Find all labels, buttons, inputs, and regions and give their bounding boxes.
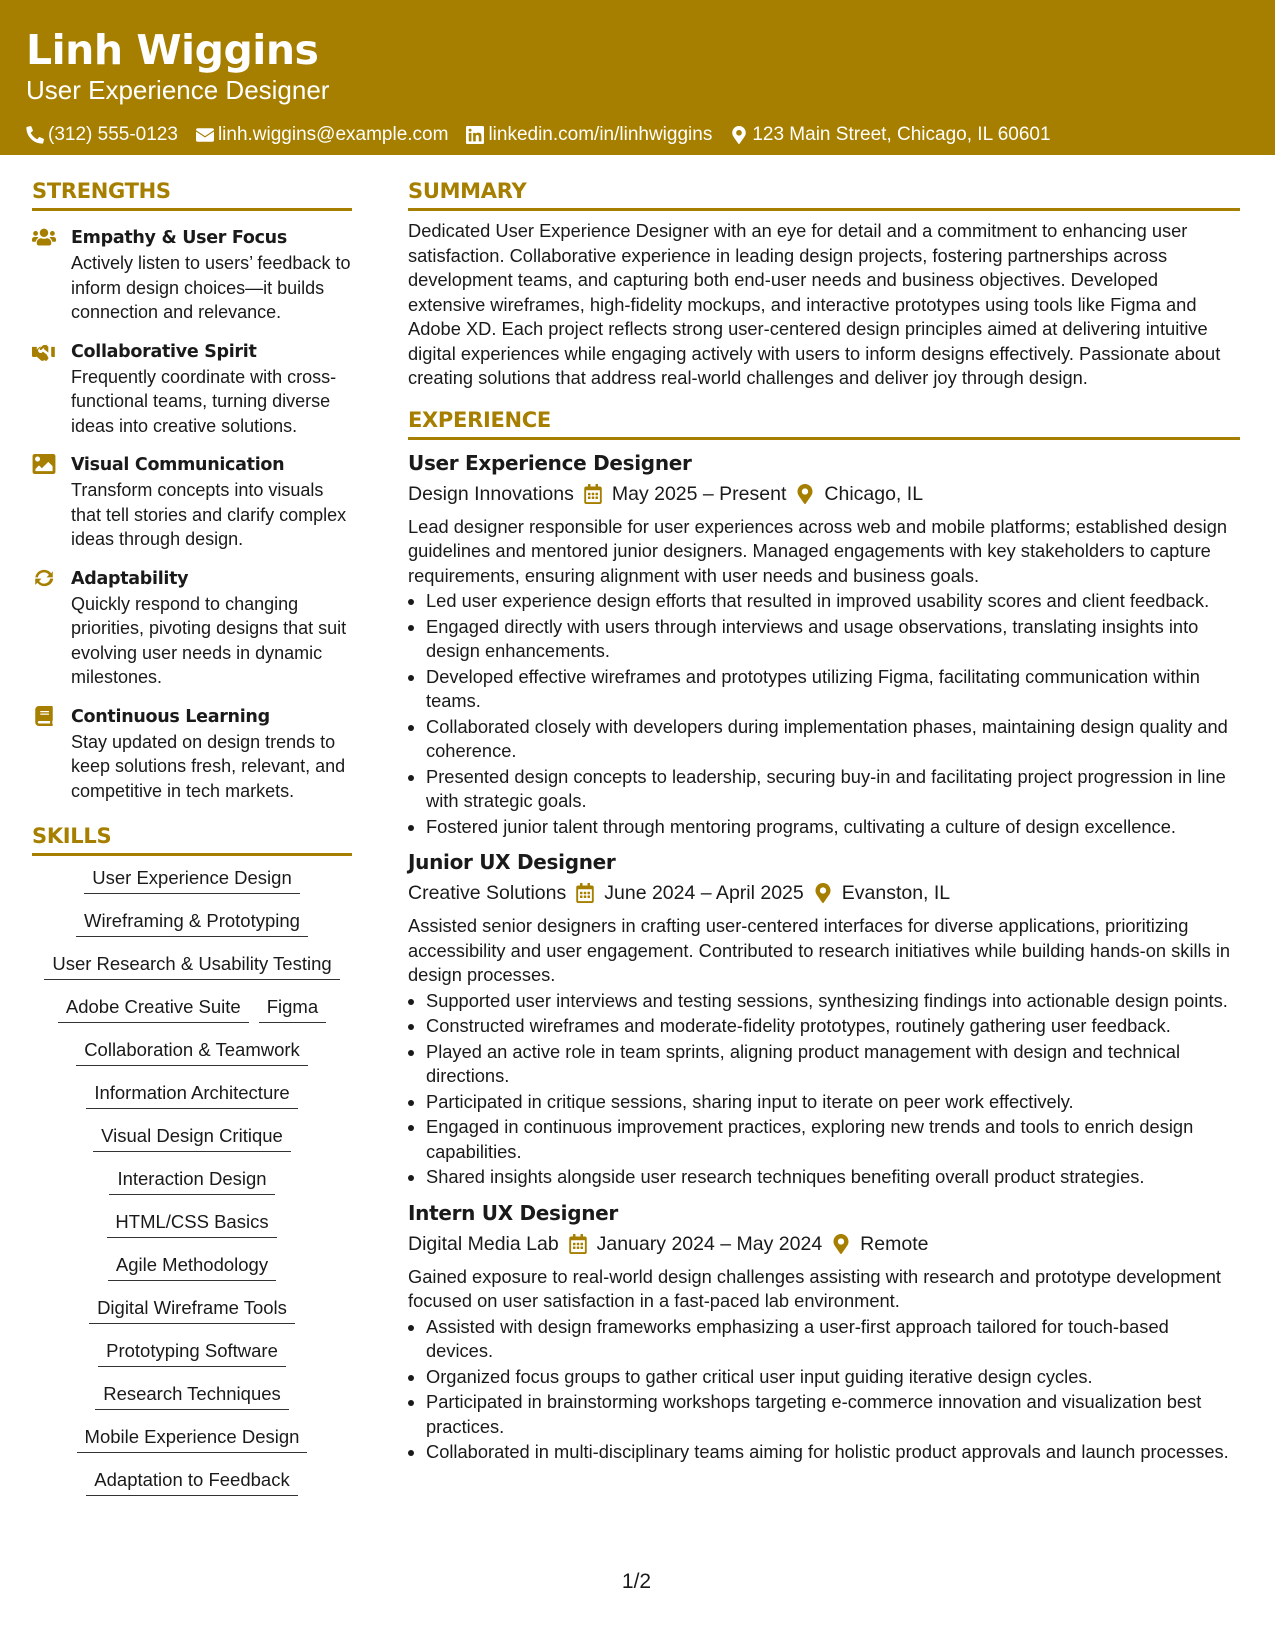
strength-desc: Stay updated on design trends to keep solutions fresh, relevant, and competitive in tech markets.: [71, 731, 346, 801]
strengths-list: [32, 225, 352, 803]
skill-row: [81, 1079, 302, 1109]
job-bullet: Played an active role in team sprints, aligning product management with design and technical directions.: [408, 1040, 1240, 1089]
skill-tag: Wireframing & Prototyping: [76, 907, 308, 937]
job-company: Creative Solutions: [408, 882, 567, 904]
contact-address: [730, 123, 1050, 147]
calendar-icon: [576, 883, 594, 903]
job-dates: January 2024 – May 2024: [596, 1232, 823, 1255]
contact-address-text: 123 Main Street, Chicago, IL 60601: [752, 124, 1051, 145]
job-title: User Experience Designer: [408, 450, 692, 475]
skill-row: [88, 1122, 296, 1152]
contact-linkedin-text: linkedin.com/in/linhwiggins: [488, 124, 713, 145]
skill-row: [79, 864, 304, 894]
experience-heading: EXPERIENCE: [408, 405, 1240, 440]
job-dates: June 2024 – April 2025: [604, 882, 804, 904]
job-bullet: Collaborated in multi-disciplinary teams aiming for holistic product approvals and launch processes.: [408, 1440, 1240, 1465]
job-meta: [408, 1229, 1240, 1259]
strengths-heading: STRENGTHS: [32, 176, 352, 211]
job-entry: [408, 1198, 1240, 1465]
image-icon: [32, 454, 56, 474]
map-pin-icon: [832, 1234, 850, 1254]
skill-tag: User Experience Design: [84, 864, 299, 894]
skill-tag: Interaction Design: [109, 1165, 274, 1195]
strength-item: [32, 704, 352, 804]
skills-list: [32, 864, 352, 1509]
skill-row: [39, 950, 344, 980]
handshake-icon: [32, 341, 56, 361]
job-dates-wrap: [576, 878, 804, 908]
contact-bar: [26, 123, 1249, 147]
map-pin-icon: [730, 126, 748, 144]
skill-tag: Adaptation to Feedback: [86, 1466, 297, 1496]
strength-title: Collaborative Spirit: [71, 341, 257, 362]
skill-row: [102, 1208, 281, 1238]
job-bullet: Fostered junior talent through mentoring programs, cultivating a culture of design excellence.: [408, 815, 1240, 840]
skill-row: [93, 1337, 291, 1367]
contact-phone-text: (312) 555-0123: [48, 124, 178, 145]
job-bullets: [408, 1315, 1240, 1465]
job-company: Design Innovations: [408, 482, 574, 505]
skill-row: [90, 1380, 294, 1410]
job-bullet: Developed effective wireframes and prototypes utilizing Figma, facilitating communication within teams.: [408, 665, 1240, 714]
envelope-icon: [196, 126, 214, 144]
page-number: 1/2: [621, 1570, 652, 1593]
skill-tag: User Research & Usability Testing: [44, 950, 339, 980]
candidate-role: User Experience Designer: [26, 75, 330, 105]
linkedin-icon: [466, 126, 484, 144]
book-icon: [32, 706, 56, 726]
summary-text: Dedicated User Experience Designer with an eye for detail and a commitment to enhancing user satisfaction. Collaborative experience in leading design projects, fostering partnerships across development teams, and capturing both end-user needs and business objectives. Developed extensive wireframes, high-fidelity mockups, and interactive prototypes using tools like Figma and Adobe XD. Each project reflects strong user-centered design principles aimed at delivering intuitive digital experiences while engaging actively with users to inform designs effectively. Passionate about creating solutions that address real-world challenges and deliver joy through design.: [408, 220, 1221, 388]
job-location-wrap: [796, 479, 923, 509]
candidate-name: Linh Wiggins: [26, 26, 319, 74]
calendar-icon: [569, 1234, 587, 1254]
skill-tag: Adobe Creative Suite: [58, 993, 249, 1023]
skill-row: [71, 1036, 313, 1066]
map-pin-icon: [814, 883, 832, 903]
skill-tag: Research Techniques: [95, 1380, 289, 1410]
job-bullet: Participated in brainstorming workshops targeting e-commerce innovation and visualization best practices.: [408, 1390, 1240, 1439]
job-bullets: [408, 989, 1240, 1190]
job-location: Evanston, IL: [841, 882, 951, 904]
job-title: Junior UX Designer: [408, 850, 616, 874]
job-bullet: Participated in critique sessions, sharing input to iterate on peer work effectively.: [408, 1090, 1240, 1115]
strength-item: [32, 225, 352, 325]
skill-row: [81, 1466, 302, 1496]
skill-tag: Mobile Experience Design: [77, 1423, 308, 1453]
calendar-icon: [584, 484, 602, 504]
job-dates-wrap: [569, 1229, 823, 1259]
job-entry: [408, 448, 1240, 840]
job-bullet: Led user experience design efforts that resulted in improved usability scores and client feedback.: [408, 589, 1240, 614]
strength-title: Adaptability: [71, 568, 189, 589]
map-pin-icon: [796, 484, 814, 504]
contact-email-text: linh.wiggins@example.com: [217, 124, 449, 145]
strength-title: Visual Communication: [71, 455, 285, 475]
strength-desc: Actively listen to users’ feedback to inform design choices—it builds connection and relevance.: [71, 253, 351, 322]
job-bullet: Collaborated closely with developers during implementation phases, maintaining design quality and coherence.: [408, 715, 1240, 764]
skill-tag: Visual Design Critique: [93, 1122, 291, 1152]
skills-heading: SKILLS: [32, 821, 352, 856]
job-dates: May 2025 – Present: [611, 482, 787, 505]
job-bullet: Constructed wireframes and moderate-fidelity prototypes, routinely gathering user feedback.: [408, 1014, 1240, 1039]
contact-phone[interactable]: [26, 123, 178, 147]
strength-item: [32, 566, 352, 690]
left-column: [32, 176, 352, 1509]
skill-row: [71, 907, 313, 937]
job-bullet: Presented design concepts to leadership, securing buy-in and facilitating project progression in line with strategic goals.: [408, 765, 1240, 814]
job-location: Chicago, IL: [824, 482, 924, 505]
summary-heading: SUMMARY: [408, 176, 1240, 211]
job-bullet: Assisted with design frameworks emphasizing a user-first approach tailored for touch-based devices.: [408, 1315, 1240, 1364]
right-column: [408, 176, 1240, 1466]
job-bullet: Supported user interviews and testing sessions, synthesizing findings into actionable design points.: [408, 989, 1240, 1014]
skill-row: [103, 1251, 281, 1281]
job-meta: [408, 479, 1240, 509]
skill-tag: HTML/CSS Basics: [107, 1208, 276, 1238]
job-location: Remote: [860, 1232, 929, 1255]
strength-desc: Transform concepts into visuals that tell stories and clarify complex ideas through design.: [71, 480, 347, 549]
skill-tag: Digital Wireframe Tools: [89, 1294, 295, 1324]
strength-title: Empathy & User Focus: [71, 228, 287, 248]
job-description: Lead designer responsible for user experiences across web and mobile platforms; established design guidelines and mentored junior designers. Managed engagements with key stakeholders to capture requirements, ensuring alignment with user needs and business goals.: [408, 515, 1228, 586]
job-meta: [408, 878, 1240, 908]
job-location-wrap: [814, 878, 950, 908]
job-location-wrap: [832, 1229, 928, 1259]
skill-row: [53, 993, 331, 1023]
skill-tag: Prototyping Software: [98, 1337, 286, 1367]
strength-title: Continuous Learning: [71, 706, 270, 727]
job-company: Digital Media Lab: [408, 1232, 559, 1255]
resume-header: [0, 0, 1275, 155]
job-bullet: Organized focus groups to gather critical user input guiding iterative design cycles.: [408, 1365, 1240, 1390]
job-bullet: Engaged in continuous improvement practices, exploring new trends and tools to enrich design capabilities.: [408, 1115, 1240, 1164]
sync-icon: [32, 568, 56, 588]
job-bullets: [408, 589, 1240, 839]
skill-row: [72, 1423, 313, 1453]
skill-row: [84, 1294, 300, 1324]
job-bullet: Shared insights alongside user research techniques benefiting overall product strategies.: [408, 1165, 1240, 1190]
contact-linkedin[interactable]: [466, 123, 712, 147]
strength-desc: Frequently coordinate with cross-functional teams, turning diverse ideas into creative solutions.: [71, 366, 337, 436]
phone-icon: [26, 126, 44, 144]
users-icon: [32, 227, 56, 247]
skill-tag: Collaboration & Teamwork: [76, 1036, 308, 1066]
job-description: Gained exposure to real-world design challenges assisting with research and prototype development focused on user satisfaction in a fast-paced lab environment.: [408, 1265, 1221, 1311]
job-dates-wrap: [584, 479, 787, 509]
job-title: Intern UX Designer: [408, 1200, 619, 1225]
skill-tag: Agile Methodology: [108, 1251, 276, 1281]
job-bullet: Engaged directly with users through interviews and usage observations, translating insights into design enhancements.: [408, 615, 1240, 664]
strength-item: [32, 452, 352, 552]
strength-desc: Quickly respond to changing priorities, pivoting designs that suit evolving user needs in dynamic milestones.: [71, 593, 347, 687]
skill-tag: Information Architecture: [86, 1079, 297, 1109]
skill-tag: Figma: [259, 993, 326, 1023]
job-entry: [408, 847, 1240, 1190]
strength-item: [32, 339, 352, 439]
job-description: Assisted senior designers in crafting user-centered interfaces for diverse applications, prioritizing accessibility and user engagement. Contributed to research initiatives while building hands-on skills in design processes.: [408, 915, 1231, 985]
skill-row: [104, 1165, 279, 1195]
contact-email[interactable]: [196, 123, 449, 147]
